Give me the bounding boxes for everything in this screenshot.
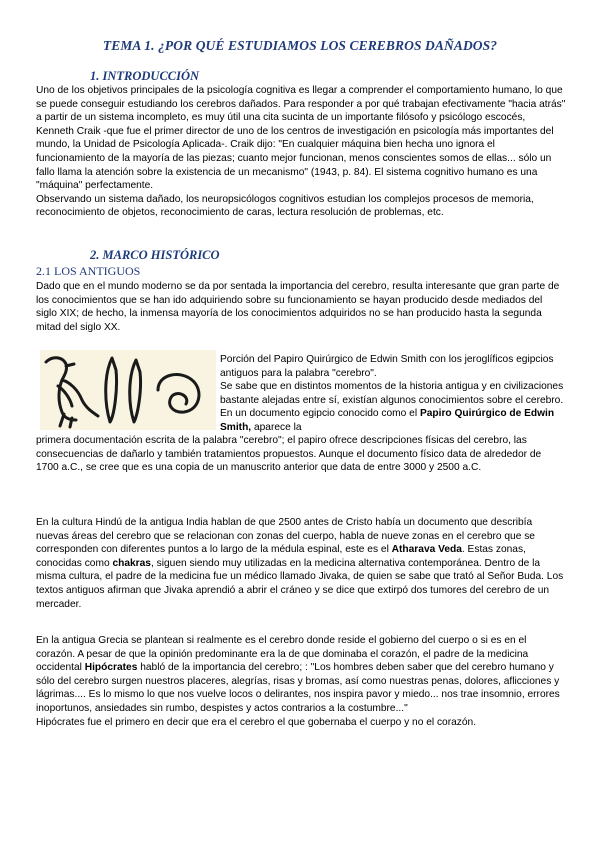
india-paragraph: [36, 516, 566, 611]
chakras-bold: chakras: [112, 557, 151, 569]
caption-egipto-intro: Se sabe que en distintos momentos de la historia antigua y en civilizaciones bastante alejadas entre sí, existían algunos conocimientos sobre el cerebro. En un documento egipcio conocido como el: [220, 381, 564, 420]
greece-text-b: habló de la importancia del cerebro; : "Los hombres deben saber que del cerebro humano y sólo del cerebro surgen nuestros placeres, alegrías, risas y bromas, así como nuestras penas, dolores, aflicciones y lágrimas.... Es lo mismo lo que nos vuelve locos o delirantes, nos inspira pavor y miedo... nos trae insomnio, errores inoportunos, ansiedades sin rumbo, despistes y actos contrarios a la costumbre...": [36, 662, 560, 714]
subsection-heading-los-antiguos: 2.1 LOS ANTIGUOS: [36, 264, 141, 278]
intro-paragraph-1: Uno de los objetivos principales de la psicología cognitiva es llegar a comprender el comportamiento humano, lo que se puede conseguir estudiando los cerebros dañados. Para responder a por qué trabajan efectivamente "hacia atrás" a partir de un sistema incompleto, es muy útil una cita sucinta de un importante filósofo y psicólogo escocés, Kenneth Craik -que fue el primer director de uno de los centros de investigación en psicología más importantes del mundo, la Unidad de Psicología Aplicada-. Craik dijo: "En cualquier máquina bien hecha uno ignora el funcionamiento de la mayoría de las piezas; cuanto mejor funcionan, menos conscientes somos de ellas... sólo un fallo llama la atención sobre la existencia de un mecanismo" (1943, p. 84). El sistema cognitivo humano es una "máquina" perfectamente.: [36, 85, 566, 192]
india-text-a: En la cultura Hindú de la antigua India hablan de que 2500 antes de Cristo había un documento que describía nuevas áreas del cerebro que se relacionan con zonas del cuerpo, habla de nueve zonas en el cerebro que se corresponden con diferentes puntos a lo largo de la médula espinal, este es el: [36, 517, 535, 556]
papiro-edwin-smith-bold: Papiro Quirúrgico de Edwin Smith,: [220, 408, 555, 433]
section-heading-introduccion: 1. INTRODUCCIÓN: [90, 69, 200, 83]
india-text-c: , siguen siendo muy utilizadas en la medicina alternativa contemporánea. Dentro de la misma cultura, el padre de la medicina fue un médico llamado Jivaka, de quien se sabe que trató al Señor Buda. Los textos antiguos afirman que Jivaka aprendió a abrir el cráneo y se dice que extirpó dos tumores del cerebro de un mercader.: [36, 557, 564, 610]
hieroglyph-cerebro-image: [40, 350, 216, 430]
caption-egipto-text: [220, 380, 566, 434]
hipocrates-bold: Hipócrates: [84, 662, 138, 674]
india-text-b: . Estas zonas, conocidas como: [36, 544, 526, 569]
egypt-paragraph: primera documentación escrita de la palabra "cerebro"; el papiro ofrece descripciones físicas del cerebro, las consecuencias de dañarlo y también tratamientos propuestos. Aunque el documento físico data de alrededor de 1700 a.C., se cree que es una copia de un manuscrito anterior que data de entre 3000 y 2500 a.C.: [36, 435, 542, 474]
section-heading-marco-historico: 2. MARCO HISTÓRICO: [90, 248, 220, 262]
caption-egipto-tail: aparece la: [251, 421, 302, 433]
antiguos-paragraph-1: Dado que en el mundo moderno se da por sentada la importancia del cerebro, resulta interesante que gran parte de los conocimientos que se han ido adquiriendo sobre su funcionamiento se hayan producido desde mediados del siglo XIX; de hecho, la inmensa mayoría de los conocimientos adquiridos no se han producido hasta la segunda mitad del siglo XX.: [36, 281, 560, 333]
intro-paragraph-2: Observando un sistema dañado, los neuropsicólogos cognitivos estudian los complejos procesos de memoria, reconocimiento de objetos, reconocimiento de caras, lectura resolución de problemas, etc.: [36, 193, 534, 219]
page-title: TEMA 1. ¿POR QUÉ ESTUDIAMOS LOS CEREBROS DAÑADOS?: [102, 38, 498, 53]
caption-papiro-text: Porción del Papiro Quirúrgico de Edwin Smith con los jeroglíficos egipcios antiguos para la palabra "cerebro".: [220, 354, 554, 379]
papiro-caption: [220, 353, 566, 435]
intro-text: [36, 84, 566, 220]
greece-conclusion: Hipócrates fue el primero en decir que era el cerebro el que gobernaba el cuerpo y no el corazón.: [36, 716, 477, 728]
atharva-veda-bold: Atharava Veda: [391, 544, 462, 556]
greece-text-a: En la antigua Grecia se plantean si realmente es el cerebro donde reside el gobierno del cuerpo o si es en el corazón. A pesar de que la opinión predominante era la de que dominaba el corazón, el padre de la medicina occidental: [36, 635, 529, 674]
greece-paragraph: [36, 634, 566, 729]
